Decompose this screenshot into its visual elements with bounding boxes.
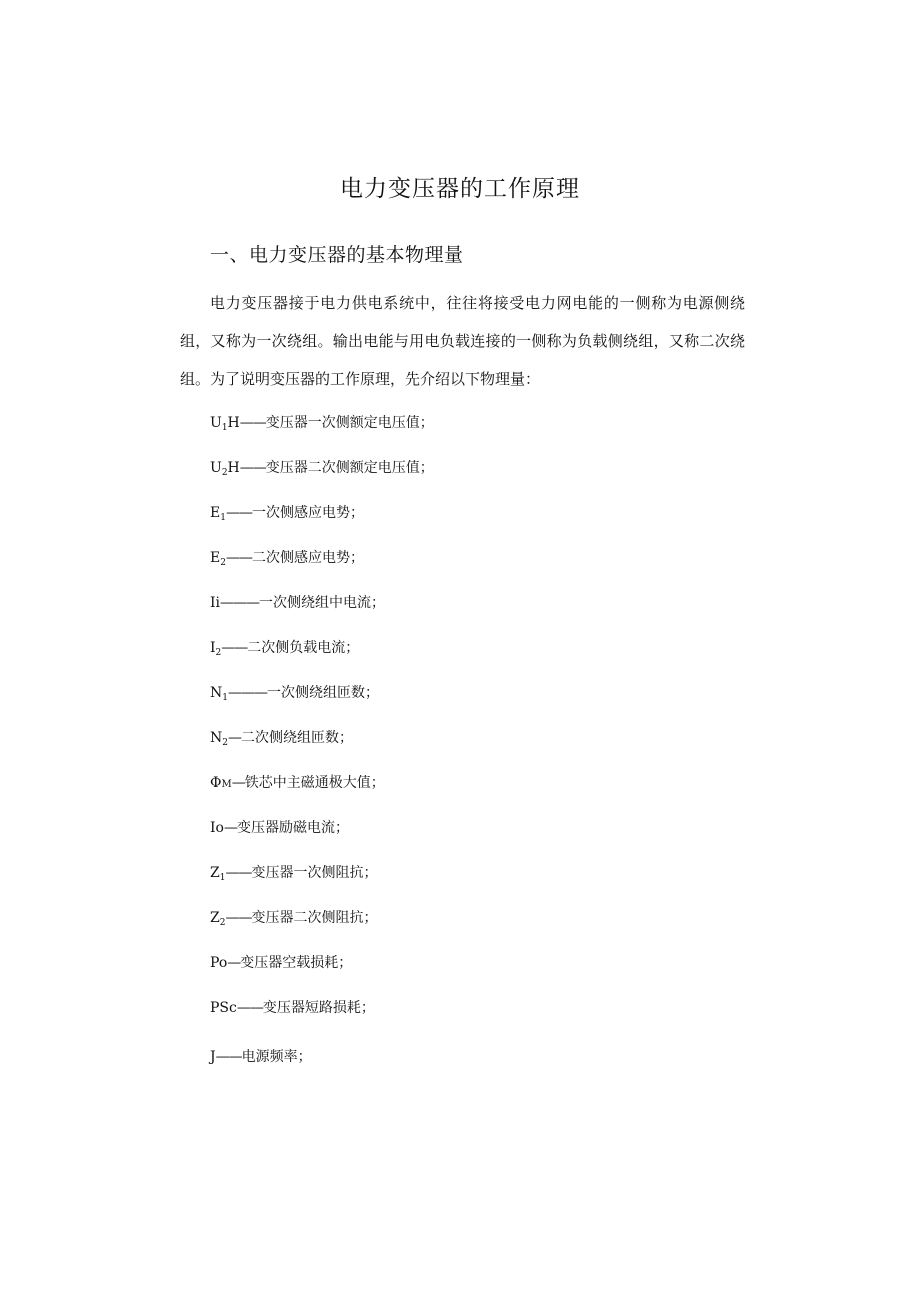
symbol-base: J bbox=[210, 1049, 216, 1065]
symbol-tail: H bbox=[227, 415, 240, 431]
symbol-description: 二次侧感应电势； bbox=[251, 550, 364, 566]
symbol-description: 变压器空载损耗； bbox=[240, 955, 353, 971]
symbol-subscript: 2 bbox=[215, 648, 222, 658]
symbol-dash: — bbox=[223, 820, 237, 836]
symbol-item-n1 bbox=[210, 678, 434, 723]
symbol-description: 变压器一次侧额定电压值； bbox=[265, 415, 434, 431]
symbol-dash: —— bbox=[215, 1049, 242, 1065]
symbol-item-e1 bbox=[210, 498, 434, 543]
symbol-dash: — bbox=[231, 775, 245, 791]
symbol-subscript: 2 bbox=[219, 918, 226, 928]
symbol-description: 二次侧负载电流； bbox=[247, 640, 360, 656]
symbol-item-z2 bbox=[210, 903, 434, 948]
symbol-description: 一次侧绕组中电流； bbox=[259, 595, 386, 611]
symbol-dash: —— bbox=[225, 505, 252, 521]
symbol-item-e2 bbox=[210, 543, 434, 588]
symbol-base: E bbox=[210, 550, 221, 566]
symbol-subscript: 1 bbox=[221, 423, 228, 433]
symbol-dash: —— bbox=[225, 910, 252, 926]
symbol-subscript: 2 bbox=[222, 738, 228, 748]
symbol-item-j bbox=[210, 1042, 434, 1087]
symbol-item-n2 bbox=[210, 723, 434, 768]
symbol-item-u2h bbox=[210, 453, 434, 498]
symbol-dash: ——— bbox=[227, 685, 267, 701]
symbol-item-phi-m bbox=[210, 768, 434, 813]
symbol-description: 一次侧感应电势； bbox=[251, 505, 364, 521]
symbol-base: Z bbox=[210, 865, 220, 881]
symbol-dash: —— bbox=[236, 1000, 263, 1016]
document-title: 电力变压器的工作原理 bbox=[340, 176, 580, 202]
section-heading: 一、电力变压器的基本物理量 bbox=[210, 244, 464, 266]
symbol-item-io bbox=[210, 813, 434, 858]
symbol-base: Io bbox=[210, 820, 224, 836]
symbol-base: U bbox=[210, 415, 222, 431]
symbol-item-u1h bbox=[210, 408, 434, 453]
symbol-base: N bbox=[210, 685, 223, 701]
symbol-base: U bbox=[210, 460, 222, 476]
symbol-dash: — bbox=[227, 955, 241, 971]
symbol-base: N bbox=[210, 730, 223, 746]
symbol-subscript: 1 bbox=[220, 513, 226, 523]
symbol-base: Po bbox=[210, 955, 228, 971]
symbol-dash: ——— bbox=[220, 595, 260, 611]
symbol-description: 变压器短路损耗； bbox=[262, 1000, 375, 1016]
symbol-base: Φ bbox=[210, 775, 222, 791]
symbol-base: PSc bbox=[210, 1000, 237, 1016]
symbol-dash: —— bbox=[239, 415, 266, 431]
symbol-base: Ii bbox=[210, 595, 221, 611]
symbol-description: 变压器一次侧阻抗； bbox=[251, 865, 378, 881]
symbol-item-i2 bbox=[210, 633, 434, 678]
symbol-dash: —— bbox=[221, 640, 248, 656]
symbol-item-psc bbox=[210, 993, 434, 1038]
symbol-list bbox=[210, 408, 434, 1087]
symbol-dash: —— bbox=[225, 865, 252, 881]
symbol-dash: —— bbox=[225, 550, 252, 566]
symbol-description: 变压器二次侧阻抗； bbox=[251, 910, 378, 926]
symbol-subscript: 1 bbox=[219, 873, 226, 883]
symbol-base: Z bbox=[210, 910, 220, 926]
symbol-description: 二次侧绕组匝数； bbox=[240, 730, 353, 746]
symbol-item-z1 bbox=[210, 858, 434, 903]
symbol-description: 变压器励磁电流； bbox=[236, 820, 349, 836]
symbol-tail: M bbox=[221, 779, 232, 790]
intro-paragraph: 电力变压器接于电力供电系统中，往往将接受电力网电能的一侧称为电源侧绕组，又称为一次绕组。输出电能与用电负载连接的一侧称为负载侧绕组，又称二次绕组。为了说明变压器的工作原理，先介绍以下物理量： bbox=[180, 294, 745, 388]
symbol-description: 铁芯中主磁通极大值； bbox=[244, 775, 385, 791]
symbol-description: 电源频率； bbox=[241, 1049, 312, 1065]
symbol-dash: — bbox=[227, 730, 241, 746]
symbol-item-po bbox=[210, 948, 434, 993]
symbol-base: I bbox=[210, 640, 216, 656]
symbol-subscript: 1 bbox=[222, 693, 228, 703]
symbol-base: E bbox=[210, 505, 221, 521]
symbol-tail: H bbox=[227, 460, 240, 476]
symbol-subscript: 2 bbox=[220, 558, 226, 568]
symbol-dash: —— bbox=[239, 460, 266, 476]
symbol-subscript: 2 bbox=[221, 468, 228, 478]
symbol-description: 变压器二次侧额定电压值； bbox=[265, 460, 434, 476]
symbol-item-i1 bbox=[210, 588, 434, 633]
symbol-description: 一次侧绕组匝数； bbox=[266, 685, 379, 701]
